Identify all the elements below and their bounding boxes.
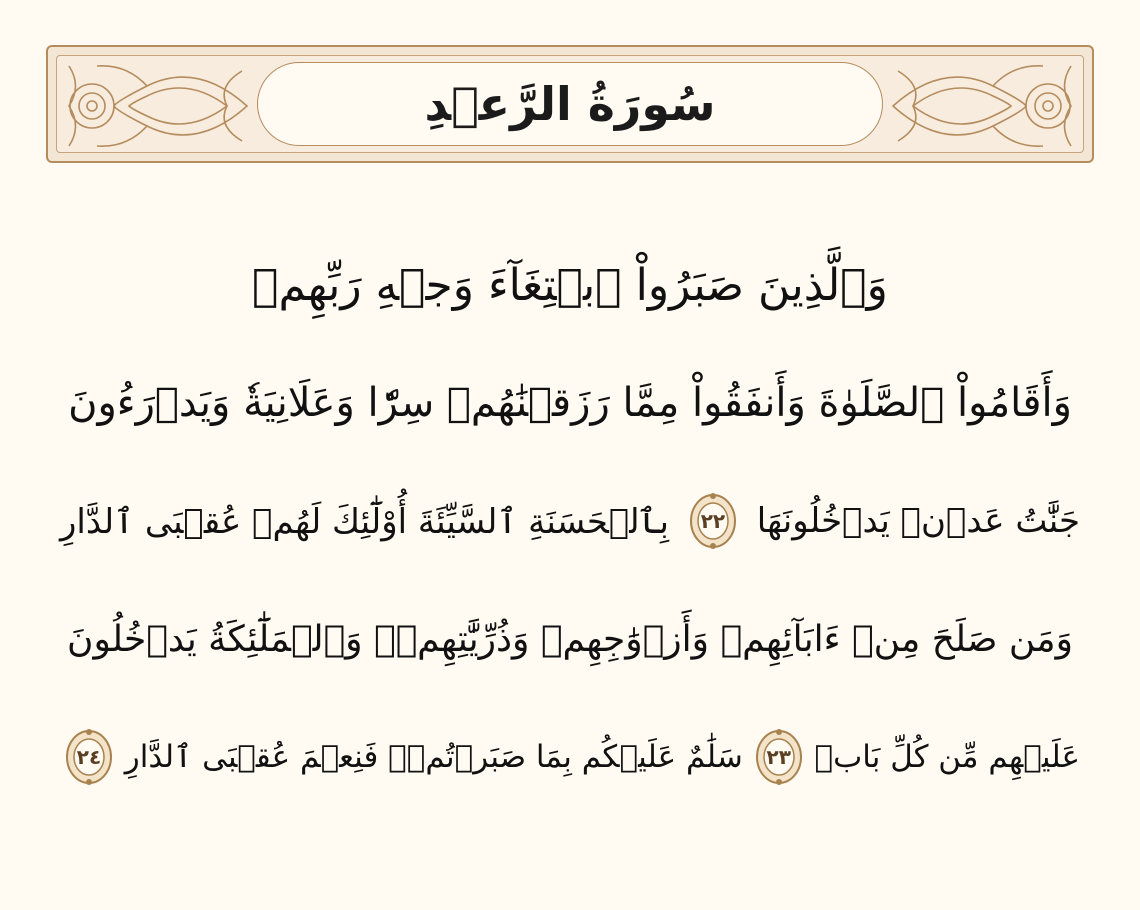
ayah-end-marker <box>64 728 114 786</box>
arabesque-ornament-icon <box>57 56 257 156</box>
surah-title: سُورَةُ الرَّعۡدِ <box>424 77 716 131</box>
verse-text: وَمَن صَلَحَ مِنۡ ءَابَآئِهِمۡ وَأَزۡوَٰجِهِمۡ وَذُرِّيَّٰتِهِمۡۖ وَٱلۡمَلَٰٓئِكَةُ يَدۡخُلُونَ <box>67 618 1073 660</box>
verse-text: جَنَّٰتُ عَدۡنٖ يَدۡخُلُونَهَا <box>756 501 1080 541</box>
surah-title-cartouche <box>257 62 883 146</box>
verse-line-1 <box>58 226 1082 344</box>
verse-text: وَأَقَامُواْ ٱلصَّلَوٰةَ وَأَنفَقُواْ مِمَّا رَزَقۡنَٰهُمۡ سِرّٗا وَعَلَانِيَةٗ وَيَدۡرَءُونَ <box>68 380 1072 426</box>
ayah-number: ٢٢ <box>700 509 726 533</box>
ayah-number: ٢٤ <box>76 745 102 769</box>
ayah-end-marker <box>688 492 738 550</box>
arabesque-ornament-icon <box>883 56 1083 156</box>
surah-header-inner <box>56 55 1084 153</box>
verse-line-4 <box>58 580 1082 698</box>
verses-block <box>58 226 1082 816</box>
ayah-number: ٢٣ <box>766 745 791 769</box>
verse-text: عَلَيۡهِم مِّن كُلِّ بَابٖ <box>814 739 1080 775</box>
verse-line-5 <box>58 698 1082 816</box>
verse-line-2 <box>58 344 1082 462</box>
ayah-end-marker <box>754 728 804 786</box>
verse-text: وَٱلَّذِينَ صَبَرُواْ ٱبۡتِغَآءَ وَجۡهِ رَبِّهِمۡ <box>252 259 888 311</box>
surah-header-frame <box>46 45 1094 163</box>
verse-line-3 <box>58 462 1082 580</box>
verse-text: بِٱلۡحَسَنَةِ ٱلسَّيِّئَةَ أُوْلَٰٓئِكَ لَهُمۡ عُقۡبَى ٱلدَّارِ <box>60 501 670 542</box>
verse-text: سَلَٰمٌ عَلَيۡكُم بِمَا صَبَرۡتُمۡۚ فَنِعۡمَ عُقۡبَى ٱلدَّارِ <box>124 739 743 775</box>
